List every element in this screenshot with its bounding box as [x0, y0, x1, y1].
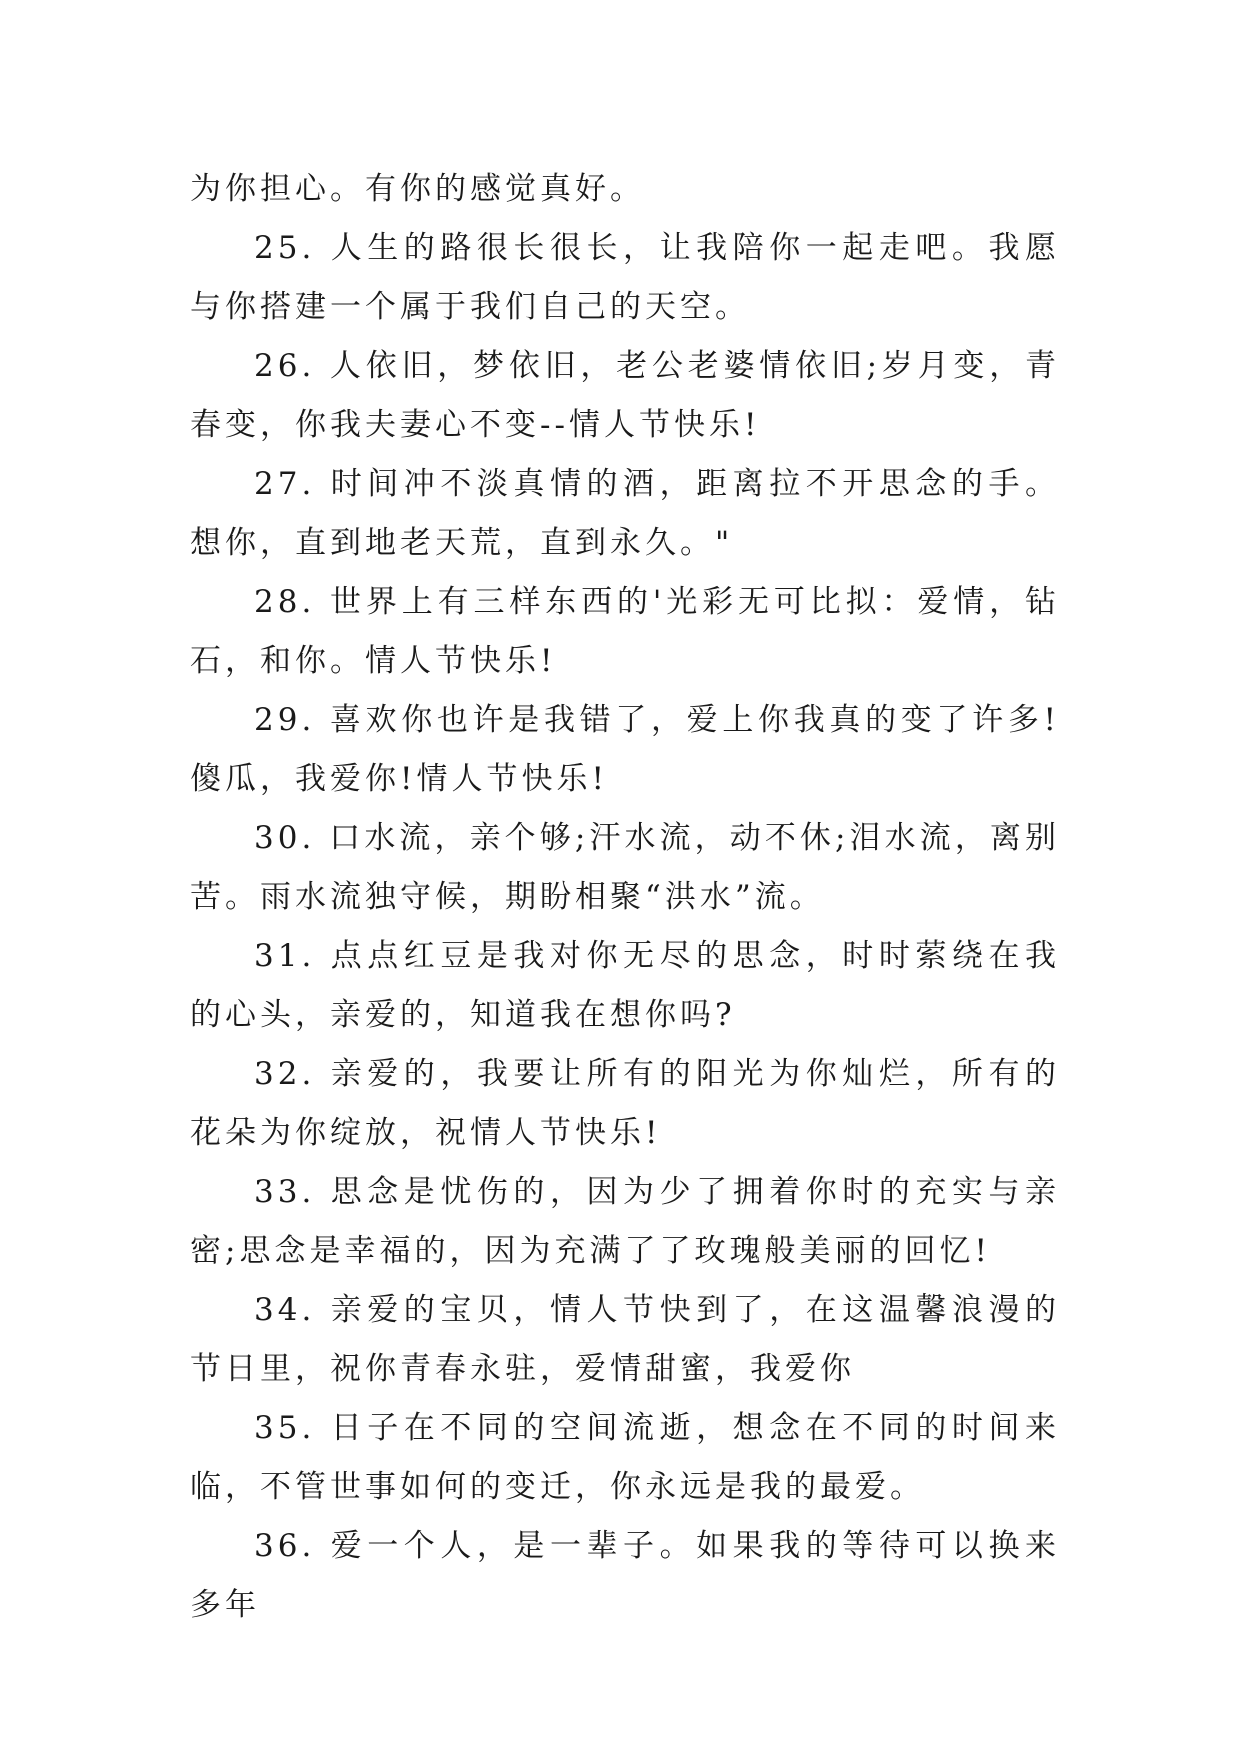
- paragraph-item-29: 29. 喜欢你也许是我错了，爱上你我真的变了许多!傻瓜，我爱你!情人节快乐!: [190, 702, 1060, 797]
- paragraph-item-30: 30. 口水流，亲个够;汗水流，动不休;泪水流，离别苦。雨水流独守候，期盼相聚“洪水”流。: [190, 820, 1060, 915]
- paragraph-item-27: 27. 时间冲不淡真情的酒，距离拉不开思念的手。想你，直到地老天荒，直到永久。": [190, 466, 1060, 561]
- document-body: [190, 160, 1060, 1635]
- paragraph-item-28: 28. 世界上有三样东西的'光彩无可比拟：爱情，钻石，和你。情人节快乐!: [190, 584, 1060, 679]
- paragraph-item-31: 31. 点点红豆是我对你无尽的思念，时时萦绕在我的心头，亲爱的，知道我在想你吗?: [190, 938, 1060, 1033]
- paragraph-item-35: 35. 日子在不同的空间流逝，想念在不同的时间来临，不管世事如何的变迁，你永远是我的最爱。: [190, 1410, 1060, 1505]
- paragraph-item-32: 32. 亲爱的，我要让所有的阳光为你灿烂，所有的花朵为你绽放，祝情人节快乐!: [190, 1056, 1060, 1151]
- paragraph-item-36: 36. 爱一个人，是一辈子。如果我的等待可以换来多年: [190, 1528, 1060, 1623]
- paragraph-item-26: 26. 人依旧，梦依旧，老公老婆情依旧;岁月变，青春变，你我夫妻心不变--情人节快乐!: [190, 348, 1060, 443]
- paragraph-item-33: 33. 思念是忧伤的，因为少了拥着你时的充实与亲密;思念是幸福的，因为充满了了玫瑰般美丽的回忆!: [190, 1174, 1060, 1269]
- paragraph-item-25: 25. 人生的路很长很长，让我陪你一起走吧。我愿与你搭建一个属于我们自己的天空。: [190, 230, 1060, 325]
- paragraph-continuation: 为你担心。有你的感觉真好。: [190, 171, 645, 207]
- paragraph-item-34: 34. 亲爱的宝贝，情人节快到了，在这温馨浪漫的节日里，祝你青春永驻，爱情甜蜜，我爱你: [190, 1292, 1060, 1387]
